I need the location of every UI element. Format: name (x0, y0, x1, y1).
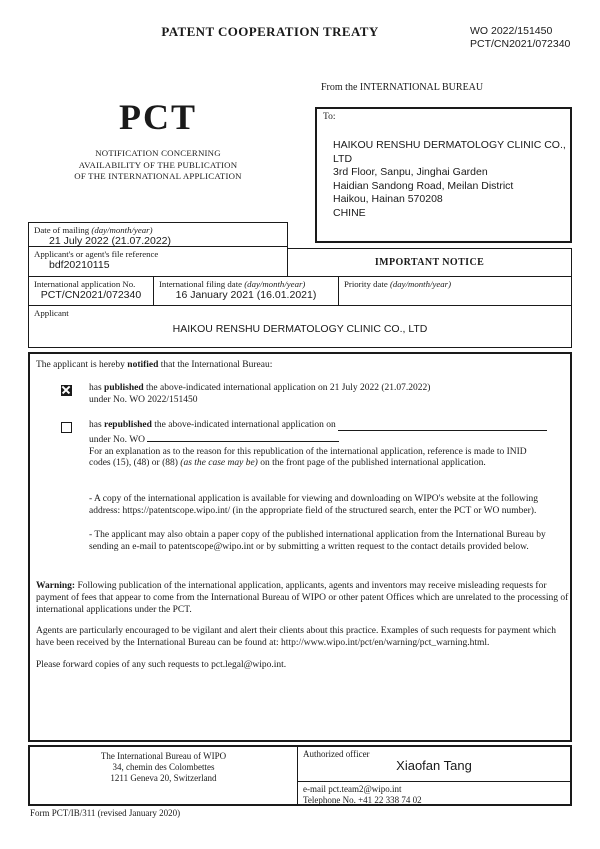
telephone-line: Telephone No. +41 22 338 74 02 (303, 795, 422, 805)
important-notice-text: IMPORTANT NOTICE (374, 257, 485, 268)
blank-underline (147, 432, 339, 442)
from-bureau-line: From the INTERNATIONAL BUREAU (321, 82, 484, 93)
republished-item (61, 420, 547, 470)
file-reference-value: bdf20210115 (49, 259, 110, 271)
warning-text: Following publication of the international application, applicants, agents and inventors may receive misleading requests for payment of fees that appear to come from the International Bureau of WIPO or other patent Offices which are unrelated to the processing of international applications under the PCT. (36, 581, 569, 615)
subtitle-line: AVAILABILITY OF THE PUBLICATION (78, 159, 238, 170)
subtitle-line: NOTIFICATION CONCERNING (95, 148, 221, 158)
application-number-label: International application No. (34, 279, 136, 289)
paper-copy-paragraph: - The applicant may also obtain a paper copy of the published international application from the International Bureau by sending an e-mail to patentscope@wipo.int or by submitting a written request to the contact details provided below. (89, 530, 546, 552)
published-line2: under No. WO 2022/151450 (89, 394, 198, 405)
label-italic: (day/month/year) (389, 279, 452, 289)
address-line: CHINE (333, 206, 366, 219)
text-italic: (as the case may be) (180, 458, 258, 469)
label-italic: (day/month/year) (244, 279, 306, 289)
authorized-officer-cell (298, 747, 570, 804)
address-line: Haidian Sandong Road, Meilan District (333, 179, 514, 192)
date-of-mailing-label (29, 223, 287, 235)
authorized-officer-label: Authorized officer (303, 749, 370, 759)
date-of-mailing-box (28, 222, 288, 247)
date-of-mailing-value: 21 July 2022 (21.07.2022) (49, 235, 172, 247)
important-notice-box (287, 248, 572, 277)
pct-number: PCT/CN2021/072340 (470, 38, 571, 50)
subtitle-line: OF THE INTERNATIONAL APPLICATION (74, 171, 242, 181)
published-line1 (89, 383, 551, 395)
recipient-address (333, 139, 566, 220)
authorized-officer-name: Xiaofan Tang (396, 758, 472, 773)
publication-numbers (470, 25, 570, 51)
file-reference-label: Applicant's or agent's file reference (34, 249, 159, 259)
text: has (89, 420, 105, 430)
republished-explanation (89, 447, 547, 471)
address-line: LTD (333, 152, 353, 165)
bureau-address (30, 747, 298, 804)
warning-bold: Warning: (36, 581, 76, 591)
intro-text: that the International Bureau: (158, 360, 273, 370)
address-line: HAIKOU RENSHU DERMATOLOGY CLINIC CO., (333, 139, 566, 151)
footer-box (28, 745, 572, 806)
published-checkbox-icon (61, 385, 72, 396)
email-line: e-mail pct.team2@wipo.int (303, 784, 402, 794)
text: the above-indicated international application on (151, 420, 339, 430)
wo-number: WO 2022/151450 (470, 25, 553, 37)
address-line: 3rd Floor, Sanpu, Jinghai Garden (333, 166, 488, 178)
republished-line2 (89, 432, 547, 447)
form-identifier: Form PCT/IB/311 (revised January 2020) (30, 808, 181, 818)
text-bold: republished (104, 420, 152, 430)
applicant-box (28, 305, 572, 348)
text: For an explanation as to the reason for this republication of the international application, reference is made to INID codes (15), (48) or (88) (89, 446, 527, 469)
applicant-label: Applicant (34, 308, 69, 318)
agents-paragraph: Agents are particularly encouraged to be vigilant and alert their clients about this practice. Examples of such requests for payment which have been received by the International Bureau can be found at: http://www.wipo.int/pct/en/warning/pct_warning.html. (36, 626, 556, 648)
warning-paragraph (36, 581, 573, 616)
priority-date-box (338, 276, 572, 306)
published-item (61, 383, 551, 407)
bureau-line: 1211 Geneva 20, Switzerland (110, 773, 217, 783)
application-number-value: PCT/CN2021/072340 (40, 289, 142, 301)
blank-underline (338, 420, 547, 431)
form-subtitle (30, 148, 286, 183)
treaty-title: PATENT COOPERATION TREATY (161, 24, 379, 39)
text-bold: published (104, 383, 144, 393)
to-label: To: (323, 112, 336, 122)
contact-details (298, 781, 570, 804)
address-line: Haikou, Hainan 570208 (333, 193, 443, 205)
intro-bold: notified (127, 360, 159, 370)
filing-date-label (154, 277, 338, 289)
label-text: Priority date (344, 279, 390, 289)
bureau-line: The International Bureau of WIPO (100, 751, 227, 761)
copy-availability-paragraph: - A copy of the international application is available for viewing and downloading on WIPO's website at the following address: https://patentscope.wipo.int/ (in the appropriate field of the structured search, enter the PCT or WO number). (89, 494, 538, 516)
file-reference-box (28, 246, 288, 277)
text: on the front page of the published international application. (257, 458, 486, 469)
republished-line1 (89, 420, 547, 432)
bureau-line: 34, chemin des Colombettes (112, 762, 215, 772)
text: has (89, 383, 105, 393)
text: under No. WO (89, 434, 148, 445)
text: the above-indicated international application on 21 July 2022 (21.07.2022) (143, 383, 431, 393)
label-text: International filing date (159, 279, 245, 289)
published-text (89, 383, 551, 407)
application-number-box (28, 276, 154, 306)
recipient-box (315, 107, 572, 243)
label-text: Date of mailing (34, 225, 92, 235)
notification-intro (36, 360, 272, 372)
intro-text: The applicant is hereby (36, 360, 128, 370)
filing-date-box (153, 276, 339, 306)
form-acronym: PCT (119, 97, 197, 137)
republished-checkbox-icon (61, 422, 72, 433)
applicant-value: HAIKOU RENSHU DERMATOLOGY CLINIC CO., LTD (172, 323, 428, 335)
republished-text (89, 420, 547, 470)
priority-date-label (339, 277, 571, 289)
forward-requests-paragraph: Please forward copies of any such requests to pct.legal@wipo.int. (36, 660, 287, 670)
filing-date-value: 16 January 2021 (16.01.2021) (175, 289, 317, 301)
notification-body-box (28, 352, 572, 742)
label-italic: (day/month/year) (91, 225, 153, 235)
